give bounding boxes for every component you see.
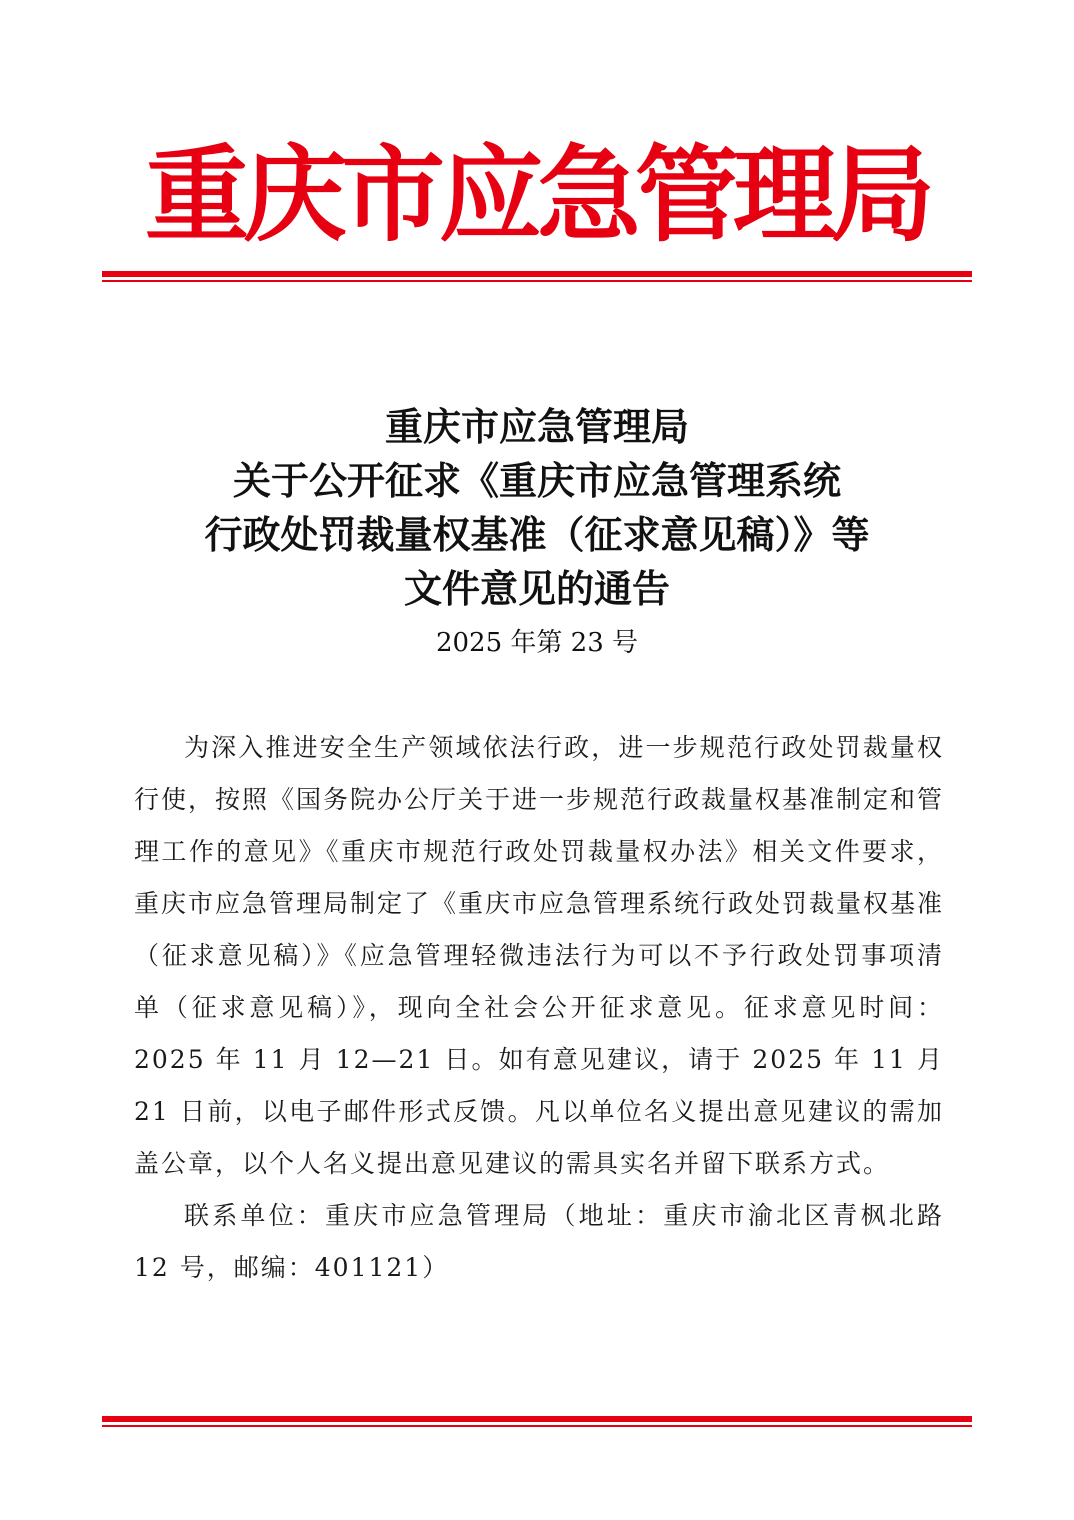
title-line: 关于公开征求《重庆市应急管理系统 <box>232 459 841 503</box>
document-title <box>0 400 1074 616</box>
title-line: 行政处罚裁量权基准（征求意见稿）》等 <box>204 513 870 557</box>
body-paragraph: 为深入推进安全生产领域依法行政，进一步规范行政处罚裁量权行使，按照《国务院办公厅关于进一步规范行政裁量权基准制定和管理工作的意见》《重庆市规范行政处罚裁量权办法》相关文件要求，重庆市应急管理局制定了《重庆市应急管理系统行政处罚裁量权基准（征求意见稿）》《应急管理轻微违法行为可以不予行政处罚事项清单（征求意见稿）》，现向全社会公开征求意见。征求意见时间：2025 年 11 月 12—21 日。如有意见建议，请于 2025 年 11 月 21 日前，以电子邮件形式反馈。凡以单位名义提出意见建议的需加盖公章，以个人名义提出意见建议的需具实名并留下联系方式。 <box>134 733 945 1178</box>
title-line: 重庆市应急管理局 <box>384 405 689 449</box>
document-number: 2025 年第 23 号 <box>435 628 639 658</box>
contact-paragraph: 联系单位：重庆市应急管理局（地址：重庆市渝北区青枫北路 12 号，邮编：401121） <box>134 1201 944 1282</box>
footer-rule-thin <box>102 1425 972 1427</box>
body-text <box>134 722 944 1294</box>
masthead-rule-thin <box>102 280 972 282</box>
masthead-rule-thick <box>102 271 972 277</box>
footer-rule-thick <box>102 1416 972 1422</box>
masthead: 重庆市应急管理局 <box>144 133 929 256</box>
title-line: 文件意见的通告 <box>403 567 670 611</box>
